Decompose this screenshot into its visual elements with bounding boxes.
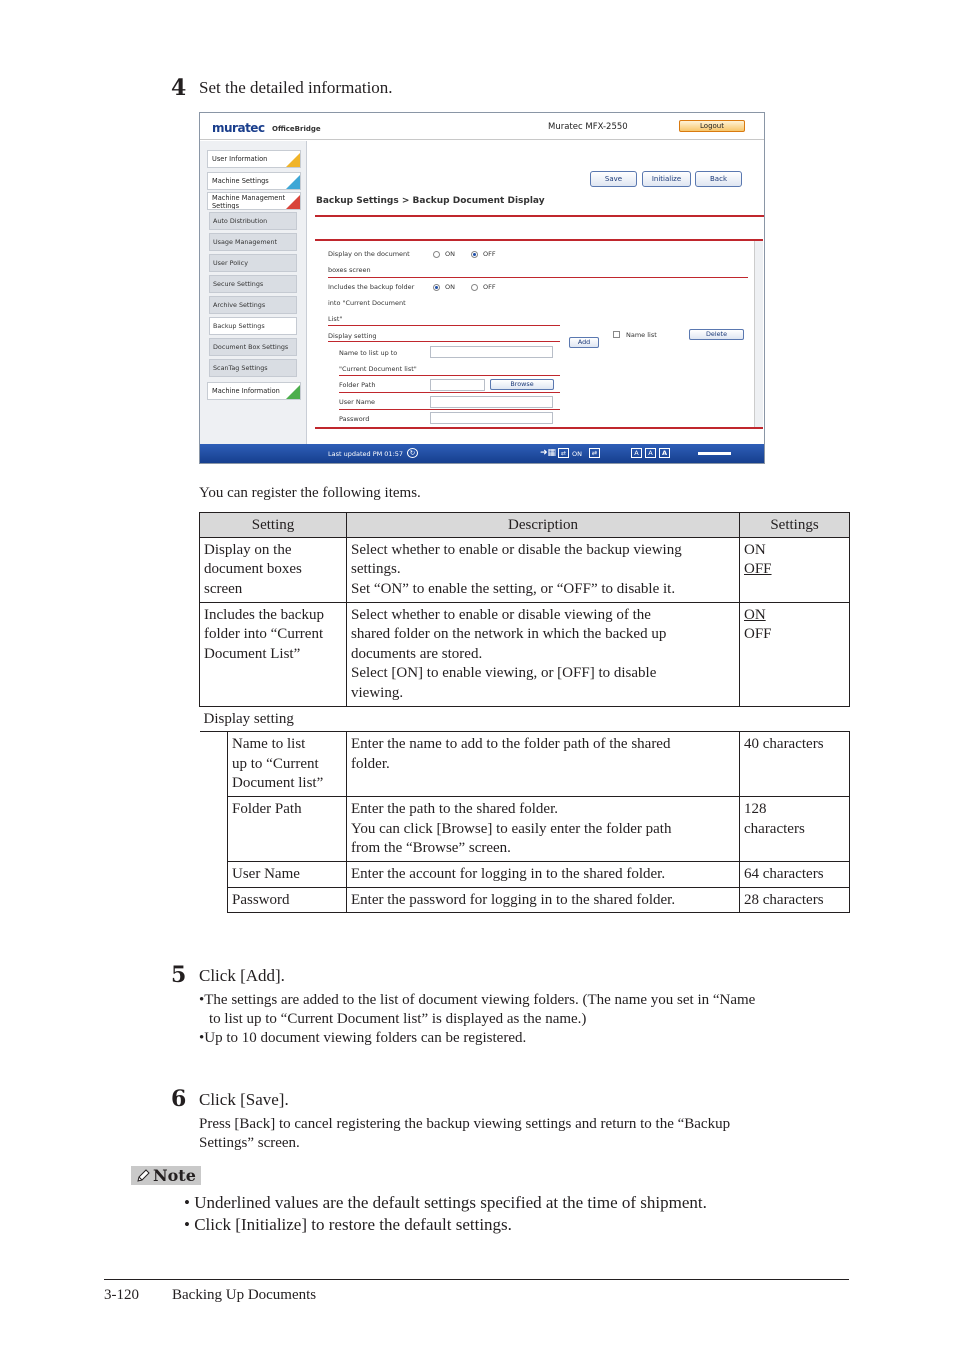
user-name-label: User Name: [339, 398, 376, 406]
settings-cell: ON OFF: [740, 602, 850, 706]
intro-text: You can register the following items.: [199, 485, 421, 501]
officebridge-logo: OfficeBridge: [272, 125, 321, 133]
step-number: 5: [171, 962, 187, 988]
settings-cell: ON OFF: [740, 537, 850, 602]
table-row: [200, 797, 850, 862]
row-divider: [328, 325, 560, 326]
status-bar: [200, 444, 764, 463]
step6-text: Press [Back] to cancel registering the backup viewing settings and return to the “Backup: [199, 1116, 731, 1132]
table-row: [200, 732, 850, 797]
setting-cell: Includes the backup folder into “Current Document List”: [200, 602, 347, 706]
row-divider: [328, 341, 560, 342]
screenshot-backup-document-display: [199, 112, 765, 464]
last-updated: Last updated PM 01:57: [328, 450, 404, 458]
logout-button[interactable]: Logout: [679, 120, 745, 132]
setting-cell: Folder Path: [228, 797, 347, 862]
add-button[interactable]: Add: [569, 337, 599, 348]
connection-status: ON: [572, 450, 582, 458]
back-button[interactable]: Back: [695, 171, 742, 187]
page-title: Backup Settings > Backup Document Display: [316, 196, 545, 206]
step-title: Click [Save].: [199, 1090, 289, 1109]
sidebar: [200, 141, 307, 444]
description-cell: Enter the name to add to the folder path of the shared folder.: [347, 732, 740, 797]
on-label: ON: [445, 283, 455, 291]
setting-cell: Display on the document boxes screen: [200, 537, 347, 602]
step-title: Click [Add].: [199, 966, 285, 985]
name-list-checkbox[interactable]: [613, 331, 620, 338]
description-cell: Select whether to enable or disable the backup viewing settings. Set “ON” to enable the setting, or “OFF” to disable it.: [347, 537, 740, 602]
main-panel: [308, 141, 764, 444]
settings-cell: 28 characters: [740, 887, 850, 913]
folder-path-input[interactable]: [430, 379, 485, 391]
sidebar-item-machine-information[interactable]: Machine Information: [207, 382, 301, 400]
tab-corner-icon: [286, 175, 300, 189]
sidebar-item-machine-settings[interactable]: Machine Settings: [207, 172, 301, 190]
sidebar-item-machine-management-settings[interactable]: Machine Management Settings: [207, 192, 301, 210]
setting-cell: User Name: [228, 862, 347, 888]
settings-form: [315, 239, 763, 429]
sidebar-item-backup-settings[interactable]: Backup Settings: [209, 317, 297, 335]
name-to-list-label: Name to list up to: [339, 349, 398, 357]
tab-corner-icon: [286, 153, 300, 167]
page-number: 3-120: [104, 1287, 139, 1303]
description-cell: Enter the path to the shared folder. You can click [Browse] to easily enter the folder path from the “Browse” screen.: [347, 797, 740, 862]
table-group-row: [200, 706, 850, 732]
swap-icon: ⇄: [558, 448, 569, 458]
connection-icon: ➜▦: [540, 448, 557, 458]
pencil-icon: [135, 1168, 151, 1183]
title-divider: [315, 215, 765, 217]
table-row: [200, 887, 850, 913]
includes-backup-label-2: into "Current Document: [328, 299, 406, 307]
sidebar-item-secure-settings[interactable]: Secure Settings: [209, 275, 297, 293]
table-row: [200, 862, 850, 888]
name-to-list-input[interactable]: [430, 346, 553, 358]
browse-button[interactable]: Browse: [490, 379, 554, 390]
name-to-list-label-2: "Current Document list": [339, 365, 417, 373]
on-label: ON: [445, 250, 455, 258]
password-input[interactable]: [430, 412, 553, 424]
step5-bullet: •Up to 10 document viewing folders can be registered.: [199, 1030, 527, 1046]
display-on-boxes-label-2: boxes screen: [328, 266, 371, 274]
password-label: Password: [339, 415, 370, 423]
folder-path-label: Folder Path: [339, 381, 376, 389]
row-divider: [328, 277, 748, 278]
font-medium-button[interactable]: A: [645, 448, 656, 458]
sidebar-item-user-policy[interactable]: User Policy: [209, 254, 297, 272]
sidebar-item-archive-settings[interactable]: Archive Settings: [209, 296, 297, 314]
step-number: 4: [171, 75, 187, 101]
includes-off-radio[interactable]: [471, 284, 478, 291]
switch-icon[interactable]: ⇄: [589, 448, 600, 458]
table-row: [200, 537, 850, 602]
app-header: [200, 113, 764, 140]
includes-backup-label-3: List": [328, 315, 343, 323]
off-label: OFF: [483, 250, 496, 258]
sidebar-item-usage-management[interactable]: Usage Management: [209, 233, 297, 251]
table-row: [200, 602, 850, 706]
step-number: 6: [171, 1086, 187, 1112]
footer-rule: [104, 1279, 849, 1280]
display-setting-group: Display setting: [200, 706, 850, 732]
display-setting-label: Display setting: [328, 332, 377, 340]
row-divider: [339, 375, 560, 376]
step-title: Set the detailed information.: [199, 78, 393, 97]
table-header: Setting: [200, 513, 347, 538]
step5-bullet-cont: to list up to “Current Document list” is displayed as the name.): [209, 1011, 587, 1027]
includes-backup-label: Includes the backup folder: [328, 283, 415, 291]
display-on-radio[interactable]: [433, 251, 440, 258]
setting-cell: Name to list up to “Current Document list”: [228, 732, 347, 797]
font-small-button[interactable]: A: [631, 448, 642, 458]
user-name-input[interactable]: [430, 396, 553, 408]
form-bottom-divider: [315, 427, 763, 429]
description-cell: Select whether to enable or disable viewing of the shared folder on the network in which the backed up documents are stored. Select [ON] to enable viewing, or [OFF] to disable viewing.: [347, 602, 740, 706]
setting-cell: Password: [228, 887, 347, 913]
note-bullet: • Underlined values are the default settings specified at the time of shipment.: [184, 1193, 707, 1212]
sidebar-item-document-box-settings[interactable]: Document Box Settings: [209, 338, 297, 356]
includes-on-radio[interactable]: [433, 284, 440, 291]
table-header: Description: [347, 513, 740, 538]
note-bullet: • Click [Initialize] to restore the default settings.: [184, 1215, 512, 1234]
note-badge: [131, 1166, 201, 1185]
settings-cell: 128 characters: [740, 797, 850, 862]
settings-table: [199, 512, 850, 913]
model-name: Muratec MFX-2550: [548, 122, 628, 132]
refresh-icon[interactable]: ↻: [407, 448, 418, 458]
tab-corner-icon: [286, 385, 300, 399]
note-label: Note: [153, 1166, 196, 1185]
settings-cell: 64 characters: [740, 862, 850, 888]
name-list-label: Name list: [626, 331, 657, 339]
step6-text-2: Settings” screen.: [199, 1135, 300, 1151]
row-divider: [339, 392, 560, 393]
display-on-boxes-label: Display on the document: [328, 250, 410, 258]
section-title: Backing Up Documents: [172, 1287, 317, 1303]
font-large-button[interactable]: A: [659, 448, 670, 458]
save-button[interactable]: Save: [590, 171, 637, 187]
form-scrollbar[interactable]: [754, 241, 763, 429]
sidebar-item-auto-distribution[interactable]: Auto Distribution: [209, 212, 297, 230]
progress-bar: [698, 452, 731, 455]
row-divider: [339, 409, 560, 410]
off-label: OFF: [483, 283, 496, 291]
step5-bullet: •The settings are added to the list of document viewing folders. (The name you set in “Name: [199, 992, 756, 1008]
table-header: Settings: [740, 513, 850, 538]
delete-button[interactable]: Delete: [689, 329, 744, 340]
sidebar-item-scantag-settings[interactable]: ScanTag Settings: [209, 359, 297, 377]
display-off-radio[interactable]: [471, 251, 478, 258]
initialize-button[interactable]: Initialize: [642, 171, 691, 187]
sidebar-item-user-information[interactable]: User Information: [207, 150, 301, 168]
description-cell: Enter the password for logging in to the shared folder.: [347, 887, 740, 913]
settings-cell: 40 characters: [740, 732, 850, 797]
muratec-logo: muratec: [212, 121, 265, 135]
description-cell: Enter the account for logging in to the shared folder.: [347, 862, 740, 888]
tab-corner-icon: [286, 195, 300, 209]
